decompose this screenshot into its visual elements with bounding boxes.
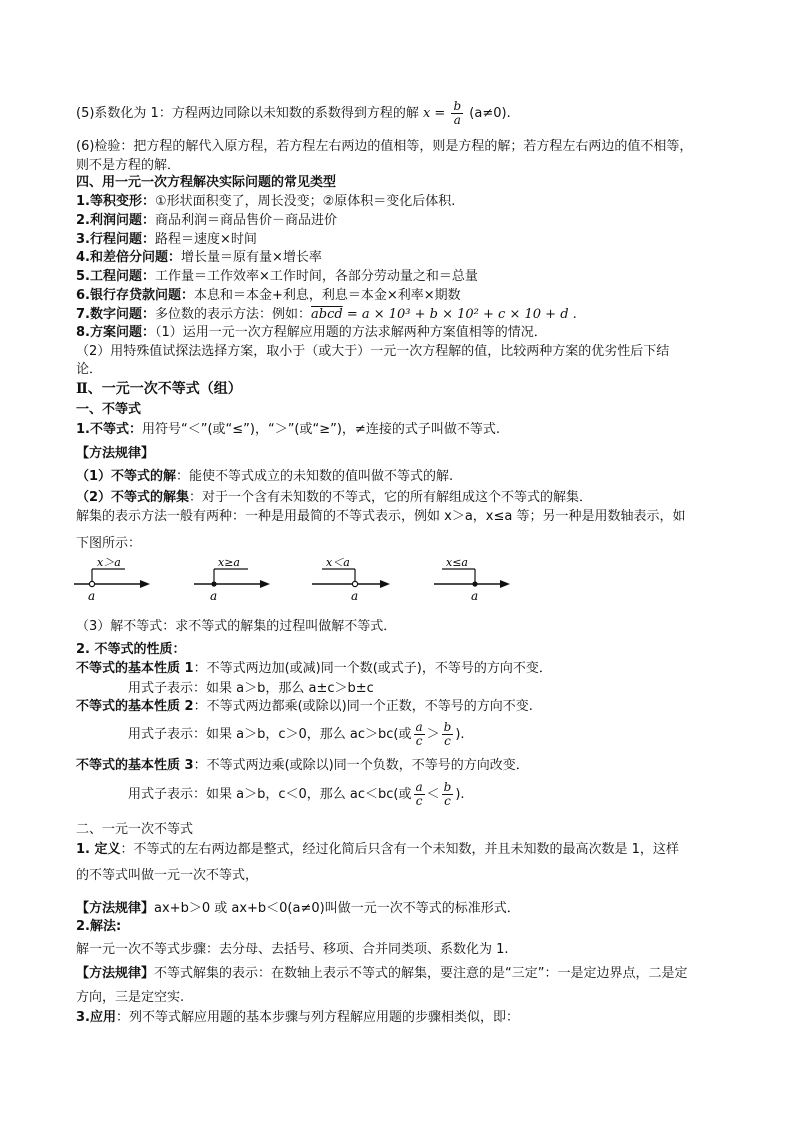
apply-line: 3.应用：列不等式解应用题的基本步骤与列方程解应用题的步骤相类似，即： bbox=[76, 1010, 519, 1025]
abcd-number: abcd bbox=[311, 307, 343, 322]
digit-formula: = a × 10³ + b × 10² + c × 10 + d . bbox=[342, 307, 577, 322]
type-2: 2.利润问题：商品利润＝商品售价－商品进价 bbox=[76, 213, 337, 228]
number-line-2-point: a bbox=[210, 589, 218, 603]
prop3-frac-a: $\frac{a}{c}$ bbox=[415, 780, 423, 808]
number-line-2 bbox=[194, 556, 270, 603]
number-line-1-point: a bbox=[88, 589, 96, 603]
number-line-2-label: x≥a bbox=[218, 556, 240, 569]
section4-title: 四、用一元一次方程解决实际问题的常见类型 bbox=[76, 175, 337, 190]
def2-line1: 1. 定义：不等式的左右两边都是整式，经过化简后只含有一个未知数，并且未知数的最高次数是 1，这样 bbox=[76, 842, 679, 857]
method3-line1: 【方法规律】不等式解集的表示：在数轴上表示不等式的解集，要注意的是“三定”：一是定边界点，二是定 bbox=[76, 966, 688, 981]
properties-title: 2. 不等式的性质： bbox=[76, 642, 186, 657]
method3-line2: 方向，三是定空实. bbox=[76, 990, 185, 1005]
prop2-frac-b: $\frac{b}{c}$ bbox=[443, 720, 452, 748]
prop1-line: 不等式的基本性质 1：不等式两边加(或减)同一个数(或式子)，不等号的方向不变． bbox=[76, 661, 552, 676]
type-7: 7.数字问题：多位数的表示方法：例如：abcd = a × 10³ + b × 10² + c × 10 + d . bbox=[76, 307, 577, 322]
number-line-diagrams bbox=[70, 555, 570, 605]
prop3-frac-b: $\frac{b}{c}$ bbox=[443, 780, 452, 808]
step6-line1: (6)检验：把方程的解代入原方程，若方程左右两边的值相等，则是方程的解；若方程左右两边的值不相等， bbox=[76, 139, 693, 154]
number-line-3-label: x＜a bbox=[326, 556, 350, 569]
number-line-1-label: x＞a bbox=[97, 556, 121, 569]
step5-fraction: $\frac{b}{a}$ bbox=[453, 99, 462, 127]
number-line-3-point: a bbox=[351, 589, 359, 603]
solve-steps: 解一元一次不等式步骤：去分母、去括号、移项、合并同类项、系数化为 1. bbox=[76, 942, 509, 957]
number-line-4-point: a bbox=[471, 589, 479, 603]
step5-text: (5)系数化为 1：方程两边同除以未知数的系数得到方程的解 bbox=[76, 106, 419, 121]
prop1-expr: 用式子表示：如果 a＞b，那么 a±c＞b±c bbox=[128, 681, 374, 696]
step5-x: x = bbox=[422, 106, 446, 121]
sol3-line: （3）解不等式：求不等式的解集的过程叫做解不等式． bbox=[76, 619, 397, 634]
type-5: 5.工程问题：工作量＝工作效率×工作时间，各部分劳动量之和＝总量 bbox=[76, 269, 478, 284]
subsection1-title: 一、不等式 bbox=[76, 402, 142, 417]
step5-line bbox=[76, 100, 511, 127]
step5-cond: (a≠0). bbox=[469, 106, 511, 121]
prop2-expr: 用式子表示：如果 a＞b，c＞0，那么 ac＞bc(或 $\frac{a}{c}$ ＞ $\frac{b}{c}$ ). bbox=[128, 720, 465, 748]
type-1: 1.等积变形：①形状面积变了，周长没变；②原体积＝变化后体积. bbox=[76, 194, 456, 209]
type8-2-line2: 论． bbox=[76, 362, 103, 377]
solve-title: 2.解法: bbox=[76, 919, 122, 934]
method2-line: 【方法规律】ax+b＞0 或 ax+b＜0(a≠0)叫做一元一次不等式的标准形式． bbox=[76, 901, 520, 916]
prop3-line: 不等式的基本性质 3：不等式两边乘(或除以)同一个负数，不等号的方向改变． bbox=[76, 758, 529, 773]
number-line-1 bbox=[74, 556, 150, 603]
number-line-4 bbox=[434, 556, 510, 603]
number-line-4-label: x≤a bbox=[446, 556, 468, 569]
type-4: 4.和差倍分问题：增长量＝原有量×增长率 bbox=[76, 250, 322, 265]
repr-line1: 解集的表示方法一般有两种：一种是用最简的不等式表示，例如 x＞a，x≤a 等；另一种是用数轴表示，如 bbox=[76, 509, 686, 524]
step6-line2: 则不是方程的解． bbox=[76, 158, 181, 173]
part2-title: Ⅱ、一元一次不等式（组） bbox=[76, 381, 242, 397]
sol2-line: （2）不等式的解集：对于一个含有未知数的不等式，它的所有解组成这个不等式的解集． bbox=[76, 490, 593, 505]
method-label-1: 【方法规律】 bbox=[76, 446, 155, 461]
repr-line2: 下图所示： bbox=[76, 536, 142, 551]
type-6: 6.银行存贷款问题：本息和＝本金+利息，利息＝本金×利率×期数 bbox=[76, 288, 461, 303]
def2-line2: 的不等式叫做一元一次不等式， bbox=[76, 868, 259, 883]
subsection2-title: 二、一元一次不等式 bbox=[76, 822, 194, 837]
type-3: 3.行程问题：路程＝速度×时间 bbox=[76, 232, 257, 247]
type-8: 8.方案问题：（1）运用一元一次方程解应用题的方法求解两种方案值相等的情况． bbox=[76, 325, 547, 340]
prop2-line: 不等式的基本性质 2：不等式两边都乘(或除以)同一个正数，不等号的方向不变. bbox=[76, 699, 533, 714]
sol1-line: （1）不等式的解：能使不等式成立的未知数的值叫做不等式的解. bbox=[76, 469, 454, 484]
number-line-3 bbox=[312, 556, 390, 603]
prop3-expr: 用式子表示：如果 a＞b，c＜0，那么 ac＜bc(或 $\frac{a}{c}$ ＜ $\frac{b}{c}$ ). bbox=[128, 780, 465, 808]
def-inequality: 1.不等式：用符号“＜”(或“≤”)，“＞”(或“≥”)，≠连接的式子叫做不等式. bbox=[76, 422, 500, 437]
prop2-frac-a: $\frac{a}{c}$ bbox=[415, 720, 423, 748]
type8-2-line1: （2）用特殊值试探法选择方案，取小于（或大于）一元一次方程解的值，比较两种方案的优劣性后下结 bbox=[76, 344, 670, 359]
